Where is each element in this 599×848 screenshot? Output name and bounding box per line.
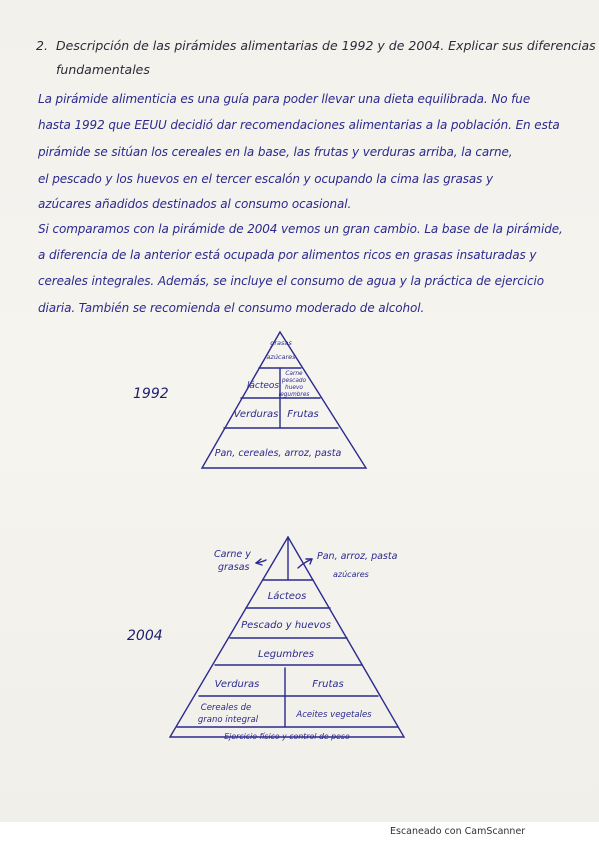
pyr2004-frutas: Frutas [312,679,344,690]
pyr1992-carne-line3: huevo [285,385,303,391]
pyr2004-cereales-line1: Cereales de [200,703,252,713]
pyr2004-base: Ejercicio físico y control de peso [224,732,350,741]
paragraph-line: pirámide se sitúan los cereales en la base, las frutas y verduras arriba, la carne, [38,145,513,159]
paragraph-line: el pescado y los huevos en el tercer escalón y ocupando la cima las grasas y [38,172,493,186]
question-title-continued: fundamentales [56,62,150,77]
paragraph-line: Si comparamos con la pirámide de 2004 vemos un gran cambio. La base de la pirámide, [38,222,563,236]
pyr1992-carne-line4: legumbres [278,392,310,398]
pyr2004-pescado: Pescado y huevos [241,620,331,631]
pyr2004-verduras: Verduras [214,679,260,690]
paragraph-line: cereales integrales. Además, se incluye el consumo de agua y la práctica de ejercicio [38,274,544,288]
paragraph-line: a diferencia de la anterior está ocupada por alimentos ricos en grasas insaturadas y [38,248,537,262]
pyr1992-base: Pan, cereales, arroz, pasta [214,448,342,459]
question-title: Descripción de las pirámides alimentarias de 1992 y de 2004. Explicar sus diferencias [56,38,596,53]
paragraph-line: azúcares añadidos destinados al consumo ocasional. [38,197,352,211]
paragraph-line: diaria. También se recomienda el consumo moderado de alcohol. [38,301,425,315]
scanner-watermark: Escaneado con CamScanner [390,826,526,837]
pyr2004-aceites: Aceites vegetales [296,710,372,720]
pyr2004-left-label-line2: grasas [218,562,250,573]
pyr1992-top-line1: grasas [270,339,292,347]
pyr2004-cereales-line2: grano integral [197,715,259,725]
pyramid-1992-year: 1992 [133,386,169,402]
paragraph-line: La pirámide alimenticia es una guía para poder llevar una dieta equilibrada. No fue [38,92,531,106]
pyramid-2004-year: 2004 [127,628,163,644]
pyr1992-verduras: Verduras [233,409,279,420]
pyr2004-left-label-line1: Carne y [214,549,251,560]
pyr2004-right-label-line2: azúcares [333,570,369,579]
pyr1992-carne-line2: pescado [281,378,307,384]
pyr1992-top-line2: azúcares [266,353,296,361]
pyr2004-legumbres: Legumbres [258,649,314,660]
pyr1992-frutas: Frutas [287,409,319,420]
question-number: 2. [36,38,48,53]
pyr1992-carne-line1: Carne [285,371,303,377]
pyr2004-lacteos: Lácteos [267,591,307,602]
pyr1992-lacteos: lácteos [246,381,280,391]
pyr2004-right-label-line1: Pan, arroz, pasta [317,551,398,562]
paragraph-line: hasta 1992 que EEUU decidió dar recomendaciones alimentarias a la población. En esta [38,118,560,132]
